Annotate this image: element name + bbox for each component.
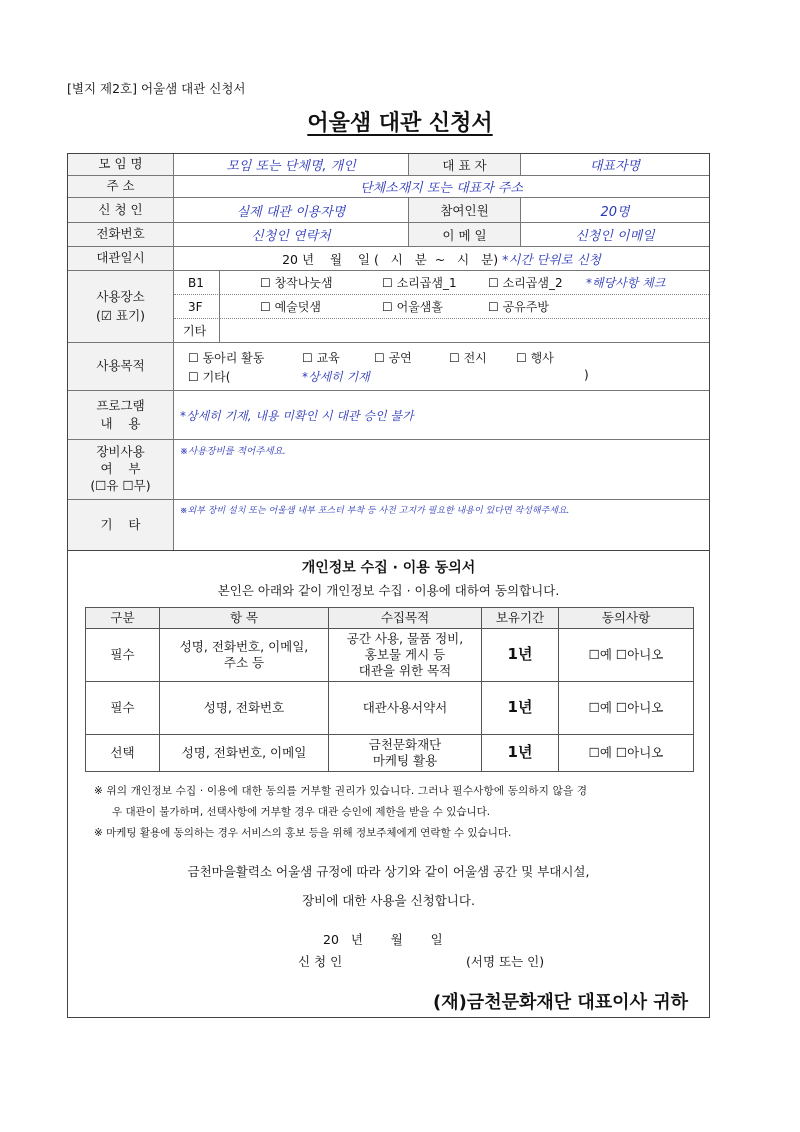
row-address [68,176,709,198]
row-type: 선택 [86,735,160,772]
purpose-options [174,343,709,390]
row-period: 1년 [482,629,559,682]
rep-label: 대 표 자 [409,154,521,175]
equipment-label-1: 장비사용 [96,444,145,460]
purpose-option-club[interactable]: ☐ 동아리 활동 [188,351,265,365]
program-label-1: 프로그램 [96,397,145,413]
address-label: 주 소 [68,176,174,197]
form-number: [별지 제2호] 어울샘 대관 신청서 [67,81,246,96]
program-label-2: 내 용 [100,416,141,431]
equipment-label-2: 여 부 [100,461,141,477]
row-purpose-line: 홍보물 게시 등 [364,646,446,662]
b1-options [220,271,709,295]
date-note: *시간 단위로 신청 [502,251,601,267]
row-agree[interactable]: ☐예 ☐아니오 [559,682,694,735]
table-row [86,629,694,682]
row-date [68,247,709,271]
floor-b1: B1 [174,271,220,295]
email-field[interactable]: 신청인 이메일 [575,229,655,244]
purpose-option-exhibition[interactable]: ☐ 전시 [449,351,487,365]
row-purpose [68,343,709,391]
purpose-option-other[interactable]: ☐ 기타( [188,370,231,384]
phone-field[interactable]: 신청인 연락처 [174,223,409,246]
row-purpose-line: 대관을 위한 목적 [358,663,452,679]
header-purpose: 수집목적 [329,608,482,629]
row-agree[interactable]: ☐예 ☐아니오 [559,735,694,772]
signature-field[interactable]: (서명 또는 인) [466,954,545,969]
equipment-label [68,440,174,499]
consent-note-2: ※ 마케팅 활용에 동의하는 경우 서비스의 홍보 등을 위해 정보주체에게 연락할 수 있습니다. [94,827,512,839]
place-label-hint: (☑ 표기) [95,307,146,323]
date-line: 20 년 월 일 [323,932,443,947]
row-purpose-line: 공간 사용, 물품 정비, [346,630,464,646]
3f-options [220,295,709,319]
row-items-line: 주소 등 [223,655,265,670]
row-etc [68,500,709,551]
program-label [68,391,174,439]
row-purpose [329,629,482,682]
purpose-label: 사용목적 [68,343,174,390]
row-purpose: 대관사용서약서 [329,682,482,735]
applicant-line: 신 청 인 [298,954,343,969]
purpose-option-event[interactable]: ☐ 행사 [516,351,554,365]
header-agree: 동의사항 [559,608,694,629]
3f-option-2[interactable]: ☐ 어울샘홀 [382,300,443,314]
email-label: 이 메 일 [409,223,521,246]
row-phone [68,223,709,247]
statement-line-1: 금천마을활력소 어울샘 규정에 따라 상기와 같이 어울샘 공간 및 부대시설, [187,864,590,879]
floor-etc: 기타 [174,319,220,342]
purpose-other-close: ) [584,368,589,382]
row-program [68,391,709,440]
floor-etc-field[interactable] [220,319,709,342]
addressee: (재)금천문화재단 대표이사 귀하 [432,992,688,1013]
equipment-note: ※사용장비를 적어주세요. [180,446,286,457]
b1-option-1[interactable]: ☐ 창작나눗샘 [260,276,333,290]
etc-field[interactable] [174,500,709,550]
header-items: 항 목 [160,608,329,629]
consent-intro: 본인은 아래와 같이 개인정보 수집 · 이용에 대하여 동의합니다. [217,583,560,598]
place-label-text: 사용장소 [96,289,145,305]
place-label [68,271,174,342]
address-field[interactable]: 단체소재지 또는 대표자 주소 [359,181,524,196]
row-purpose-line: 마케팅 활용 [372,753,438,768]
purpose-option-performance[interactable]: ☐ 공연 [374,351,412,365]
header-type: 구분 [86,608,160,629]
equipment-field[interactable] [174,440,709,499]
b1-note: *해당사항 체크 [586,276,666,290]
row-items: 성명, 전화번호, 이메일 [160,735,329,772]
3f-option-3[interactable]: ☐ 공유주방 [488,300,549,314]
etc-label: 기 타 [68,500,174,550]
row-purpose-line: 금천문화재단 [368,736,442,752]
row-meeting [68,154,709,176]
meeting-field[interactable]: 모임 또는 단체명, 개인 [174,154,409,175]
floor-3f: 3F [174,295,220,319]
3f-option-1[interactable]: ☐ 예술덧샘 [260,300,321,314]
attendees-label: 참여인원 [409,198,521,222]
applicant-field[interactable]: 실제 대관 이용자명 [174,198,409,222]
row-applicant [68,198,709,223]
date-field[interactable] [174,247,709,270]
row-items-line: 성명, 전화번호, 이메일, [179,638,309,654]
row-type: 필수 [86,629,160,682]
table-row [86,735,694,772]
consent-table [85,607,694,772]
applicant-label: 신 청 인 [68,198,174,222]
page-title: 어울샘 대관 신청서 [307,111,493,136]
purpose-other-note: *상세히 기재 [302,370,370,384]
consent-table-header [86,608,694,629]
row-period: 1년 [482,682,559,735]
equipment-label-3: (☐유 ☐무) [90,477,151,493]
date-label: 대관일시 [68,247,174,270]
consent-note-1a: ※ 위의 개인정보 수집 · 이용에 대한 동의를 거부할 권리가 있습니다. 그러나 필수사항에 동의하지 않을 경 [94,785,588,797]
row-period: 1년 [482,735,559,772]
statement-line-2: 장비에 대한 사용을 신청합니다. [302,893,475,908]
consent-note-1b: 우 대관이 불가하며, 선택사항에 거부할 경우 대관 승인에 제한을 받을 수 있습니다. [112,806,491,818]
b1-option-3[interactable]: ☐ 소리곱샘_2 [488,276,563,290]
table-row [86,682,694,735]
header-period: 보유기간 [482,608,559,629]
etc-note: ※외부 장비 설치 또는 어울샘 내부 포스터 부착 등 사전 고지가 필요한 내용이 있다면 작성해주세요. [180,506,570,516]
row-type: 필수 [86,682,160,735]
row-items: 성명, 전화번호 [160,682,329,735]
purpose-option-education[interactable]: ☐ 교육 [302,351,340,365]
b1-option-2[interactable]: ☐ 소리곱샘_1 [382,276,457,290]
attendees-field[interactable]: 20명 [600,204,630,220]
meeting-label: 모 임 명 [68,154,174,175]
rep-field[interactable]: 대표자명 [589,159,641,174]
row-equipment [68,440,709,500]
row-place [68,271,709,343]
date-value: 20 년 월 일 ( 시 분 ~ 시 분) [282,251,499,267]
place-options [174,271,709,342]
consent-title: 개인정보 수집 · 이용 동의서 [301,560,476,576]
phone-label: 전화번호 [68,223,174,246]
row-purpose [329,735,482,772]
program-field[interactable]: *상세히 기재, 내용 미확인 시 대관 승인 불가 [180,408,414,423]
row-agree[interactable]: ☐예 ☐아니오 [559,629,694,682]
row-items [160,629,329,682]
